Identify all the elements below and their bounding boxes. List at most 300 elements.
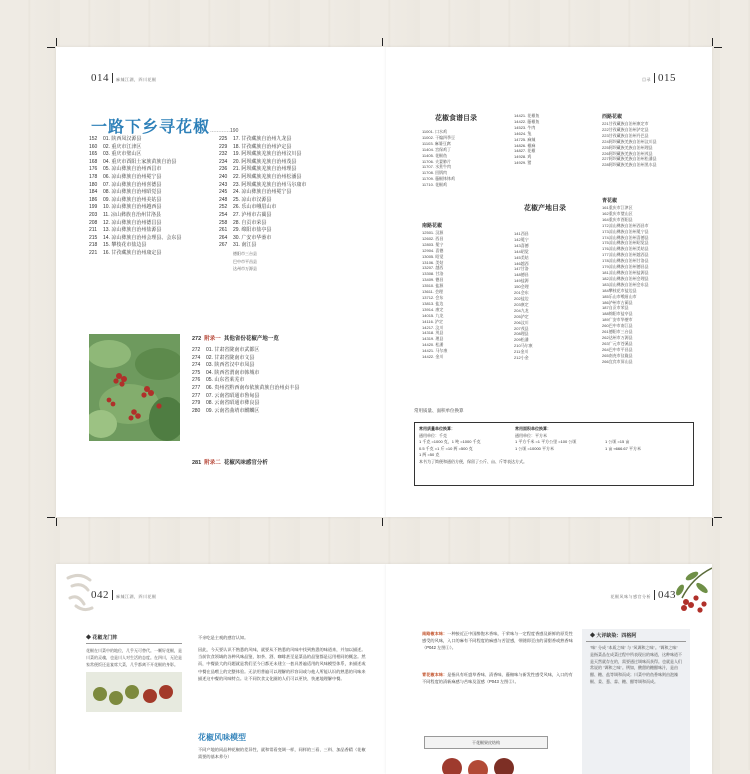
toc-entry-label: 06. 美姑 [428,259,444,265]
toc-entry-label: 19. 理县 [428,336,444,342]
toc-entry-label: 07. 云南省昭通市鲁甸县 [206,392,260,399]
toc-entry-label: 06. 贵州省黔西南布依族苗族自治州贞丰县 [206,384,300,391]
toc-entry-label: 23. 牛肉 [520,124,536,130]
area-conversion [515,426,576,452]
toc-entry-page: 164 [602,216,609,222]
toc-entry-label: 凉山彝族自治州冕宁县 [608,228,649,234]
toc-entry-label: 13. 凉山彝族自治州盐源县 [103,227,162,234]
toc-entry-label: 23. 阿坝藏族羌族自治州马尔康市 [233,181,307,188]
toc-entry-label: 09. 德昌 [428,277,444,283]
toc-entry-label: 04. 宫保鸡丁 [428,146,452,152]
crop-mark [56,38,65,46]
toc-entry [192,400,299,408]
toc-entry-label: 广安市华蓥市 [608,317,633,323]
page-043 [386,564,712,774]
toc-entry-page: 140 [422,312,429,318]
toc-entry-page: 180 [89,181,98,188]
text-line: 1 两 =50 克 [419,452,440,458]
toc-entry [192,362,299,370]
toc-entry-page: 136 [422,289,429,295]
toc-entry-page: 207 [514,325,521,331]
toc-entry-page: 111 [422,140,429,146]
toc-entry-page: 141 [422,318,429,324]
toc-entry-page: 267 [219,242,228,249]
toc-entry [89,204,181,212]
toc-entry-page: 117 [422,170,429,176]
conversion-note: 本书为了简便和通俗方便，保留了公斤、亩、斤等表达方式。 [419,458,527,464]
toc-entry-page: 146 [514,260,521,266]
toc-entry-label: 阿坝藏族羌族自治州茂县 [608,150,653,156]
body-paragraph-3: 不同产地的同品种花椒的差异性，就和常看变调一样，同样的三看、三料、加品香精（花椒需要的基本养分） [198,747,366,760]
toc-entry-label: 茂县 [520,325,529,331]
recipes-list-2 [514,113,539,166]
toc-entry-label: 理县 [520,331,529,337]
toc-entry-page: 176 [602,246,609,252]
crop-mark [47,47,55,56]
toc-entry-page: 114 [422,152,429,158]
toc-entry-label: 02. 西昌 [428,235,444,241]
toc-entry-label: 05. 凉山彝族自治州西昌市 [103,166,162,173]
toc-entry-page: 144 [514,248,521,254]
toc-entry [602,162,657,168]
toc-entry-page: 137 [422,294,429,300]
tasting-sidebar-text: "味" 分成 "本质之味" 与 "风调和之味"。"调和之味" 是指菜品在成菜过程中所表现出的味道，这种味道不是天然就存在的，需要通过调味而获得。也就是人们常说的 "调和之味"。例如，酸甜的糖醋味汁，是由醋、糖、盐等调和而成；川菜中的鱼香味则由泡辣椒、姜、葱、蒜、糖、醋等调和而成。 [590,645,682,684]
toc-entry-page: 117 [422,158,429,164]
toc-entry-page: 179 [602,264,609,270]
toc-entry-page: 176 [89,166,98,173]
page-015 [386,47,712,517]
toc-entry-page: 143 [422,336,429,342]
toc-list-b [219,136,306,273]
tasting-sidebar-heading: ◆ 大评缺染：四格阿 [586,629,686,642]
toc-entry-label: 01. 汉源 [428,230,444,235]
toc-entry [192,385,299,393]
toc-entry-label: 02. 重庆市江津区 [103,143,142,150]
toc-entry-label: 25. 麻辣 [520,136,536,142]
toc-entry-label: 03. 重庆市璧山区 [103,151,142,158]
toc-entry-label: 巴中市平昌县 [608,346,633,352]
toc-entry-page: 248 [219,196,228,203]
pepper-thumbnail [86,672,182,712]
toc-entry [219,136,306,144]
toc-entry-label: 越西 [520,260,529,266]
section-title [91,114,238,137]
toc-entry-page: 280 [192,407,201,414]
toc-entry-label: 03. 冕宁 [428,241,444,247]
toc-entry-page: 227 [602,156,609,162]
west-pepper-heading: 西路花椒 [602,114,623,120]
toc-entry [89,227,181,235]
toc-entry-label: 盐源 [520,278,529,284]
toc-entry-page: 272 [192,347,201,353]
toc-entry-page: 183 [602,281,609,287]
toc-entry-label: 01. 甘肃省陇南市武都区 [206,347,260,353]
toc-entry-page: 149 [514,278,521,284]
toc-entry [219,174,306,182]
toc-entry-label: 15. 九龙 [428,312,444,318]
toc-entry-label: 19. 阿坝藏族羌族自治州汶川县 [233,151,302,158]
toc-entry-page: 266 [602,358,609,364]
area-conversion-2 [605,439,641,452]
toc-entry-page: 182 [602,275,609,281]
toc-entry-label: 攀枝花市盐边县 [608,287,637,293]
crop-mark [382,518,391,526]
toc-entry [89,189,181,197]
toc-entry-label: 凉山彝族自治州西昌市 [608,222,649,228]
text-line: 通用单位：平方米 [515,432,547,438]
toc-entry-label: 24. 兔 [520,130,532,136]
toc-entry-page: 178 [602,258,609,264]
toc-entry-label: 08. 凉山彝族自治州昭觉县 [103,189,162,196]
appendix-1-list [192,347,299,415]
toc-entry-label: 28. 自贡市荣县 [233,219,267,226]
toc-entry-page: 206 [514,319,521,325]
toc-entry-page: 110 [422,129,429,134]
toc-entry-page: 261 [602,329,609,335]
toc-entry [89,166,181,174]
toc-entry-page: 149 [514,154,521,160]
toc-entry-label: 03. 陕西省汉中市凤县 [206,362,255,369]
toc-entry-page: 141 [514,231,521,236]
green-pepper-paragraph [422,671,574,685]
toc-entry-label: 阿坝藏族羌族自治州松潘县 [608,156,657,162]
toc-entry [89,250,181,258]
toc-entry-page: 212 [514,355,521,361]
text-line: 1 亩 ≈666.67 平方米 [605,445,641,451]
toc-entry-page: 139 [422,306,429,312]
toc-entry-label: 04. 重庆市酉阳土家族苗族自治县 [103,158,177,165]
toc-entry-label: 16. 泸定 [428,318,444,324]
toc-entry-label: 21. 阿坝藏族羌族自治州理县 [233,166,297,173]
toc-entry-label: 28. 鸡 [520,154,532,160]
toc-entry-page: 175 [602,240,609,246]
toc-entry-page: 254 [219,211,228,218]
toc-entry-label: 绵阳市盐亭县 [608,311,633,317]
toc-entry-page: 203 [514,301,521,307]
toc-entry-page: 173 [602,228,609,234]
south-pepper-label: 南路椒本味： [422,631,448,636]
toc-entry-label: 18. 茂县 [428,330,444,336]
south-pepper-paragraph [422,630,574,652]
toc-entry-label: 30. 广安市华蓥市 [233,234,272,241]
toc-entry-page: 252 [219,204,228,211]
toc-entry-label: 甘孜藏族自治州泸定县 [608,126,649,132]
toc-entry-page: 211 [514,349,521,355]
toc-entry-label: 05. 山东省莱芜市 [206,377,245,384]
toc-entry-label: 21. 马尔康 [428,348,448,354]
toc-entry-page: 129 [422,247,429,253]
south-pepper-text: 一种接近正中国醉饱木香味，于荣味与一定程度香感及新鲜的原发性感受的风味，入口的麻有不同程度的麻感与苦涩感，带随即至由的清甜香或熟香味（P042 左图①）。 [422,631,573,651]
toc-entry [219,166,306,174]
toc-entry-label: 01. 陕西凤汉源县 [103,136,142,142]
flavor-model-heading: 花椒风味模型 [198,733,246,742]
toc-entry-label: 凉山彝族自治州会东县 [608,281,649,287]
toc-entry-page: 199 [89,204,98,211]
area-conversion-head: 常用面积单位换算： [515,426,551,431]
toc-entry-label: 06. 夫妻肺片 [428,158,452,164]
toc-entry-page: 275 [192,369,201,376]
toc-entry-page: 277 [192,392,201,399]
toc-entry-page: 274 [192,354,201,361]
toc-entry-label: 14. 凉山彝族自治州会理县、会东县 [103,234,182,241]
toc-entry-page: 236 [219,166,228,173]
toc-entry-label: 14. 康定 [428,306,444,312]
toc-entry-page: 184 [89,189,98,196]
toc-entry-label: 05. 花椒鱼 [428,152,448,158]
green-pepper-heading: 青花椒 [602,198,618,204]
toc-entry-label: 17. 汶川 [428,324,444,330]
toc-entry-label: 凉山彝族自治州越西县 [608,252,649,258]
south-pepper-list [422,222,447,360]
toc-entry [422,354,447,360]
toc-entry-page: 215 [89,234,98,241]
tasting-sidebar [582,629,690,774]
text-line: 1 公顷 =15 亩 [605,439,630,444]
toc-entry-page: 145 [514,124,521,130]
toc-entry-page: 218 [89,242,98,249]
toc-entry-page: 172 [602,222,609,228]
toc-entry-page: 138 [422,300,429,306]
toc-entry-page: 146 [514,130,521,136]
toc-entry-label: 27. 泸州市古蔺县 [233,211,272,218]
toc-entry-label: 凉山彝族自治州昭觉县 [608,240,649,246]
toc-entry-page: 143 [422,330,429,336]
toc-entry-label: 22. 金川 [428,354,444,360]
toc-entry-label: 甘孜藏族自治州丹巴县 [608,132,649,138]
toc-entry-page: 243 [219,181,228,188]
toc-entry-page: 204 [514,307,521,313]
green-pepper-text: 是指具有旺盛草香味、清香味、藤椒味与新发性感受风味，入口的有不同程度的清新麻感与苦味及涩感（P043 左图②）。 [422,672,573,685]
toc-entry-page: 205 [514,313,521,319]
recipes-list [422,129,455,188]
toc-entry-label: 凉山彝族自治州甘洛县 [608,258,649,264]
toc-entry-label: 29. 绵阳市盐亭县 [233,227,272,234]
header-subtitle: 目录 [642,77,651,82]
toc-entry-page: 117 [422,164,429,170]
toc-list-a [89,136,181,258]
appendix-1-tag: 附录一 [204,336,221,342]
toc-entry-page: 110 [422,134,429,140]
toc-entry-page: 165 [89,151,98,158]
toc-entry-label: 07. 凉山彝族自治州喜德县 [103,181,162,188]
toc-entry-page: 260 [602,323,609,329]
toc-entry-page: 263 [602,340,609,346]
page-number: 043 [658,589,676,601]
toc-entry [219,204,306,212]
sidebar-heading: ◆ 花椒龙门阵 [86,634,182,644]
toc-entry-page: 132 [422,265,429,271]
toc-entry-label: 盐边 [520,295,529,301]
text-line: 1 公顷 =10000 平方米 [515,445,555,451]
origin-title: 花椒产地目录 [524,205,566,212]
toc-entry-page: 142 [514,236,521,242]
page-header [91,589,157,601]
toc-entry-page: 225 [602,144,609,150]
sidebar-text: 花椒在川菜中的地位，几乎无可替代。一颗好花椒，是川菜的灵魂，也是川人对生活的态度。在四川，无论是家常便饭还是宴席大菜，几乎都离不开花椒的身影。 [86,648,182,667]
toc-entry-label: 09. 凉山彝族自治州美姑县 [103,196,162,203]
text-line: 1 平方千米 =1 平方公里 =100 公顷 [515,439,577,445]
toc-entry-page: 229 [219,143,228,150]
peel-structure-illustration [438,754,528,774]
toc-entry-page: 223 [602,132,609,138]
toc-entry-page: 185 [602,293,609,299]
toc-entry [514,160,539,166]
header-subtitle: 麻辣江湖，四川花椒 [116,77,157,82]
toc-entry [89,151,181,159]
toc-entry-label: 29. 猪 [520,160,532,166]
toc-entry-label: 12. 凉山彝族自治州德昌县 [103,219,162,226]
pepper-photo [89,334,180,441]
toc-entry-page: 145 [514,254,521,260]
toc-entry-page: 208 [89,219,98,226]
toc-entry-label: 德昌 [520,272,529,278]
toc-entry [219,220,306,228]
toc-entry-page: 147 [514,136,521,142]
toc-entry-label: 02. 干煸四季豆 [428,134,456,140]
south-pepper-list-2 [514,231,533,361]
page-header [642,72,676,84]
toc-entry-label: 西昌 [520,231,529,236]
toc-entry [89,212,181,220]
toc-entry [89,174,181,182]
toc-entry [219,151,306,159]
toc-entry-page: 186 [602,299,609,305]
toc-entry-page: 126 [422,235,429,241]
toc-entry-page: 245 [219,189,228,196]
toc-entry-page: 265 [602,352,609,358]
toc-entry-page: 117 [422,182,429,188]
toc-entry-page: 177 [602,252,609,258]
toc-entry-page: 184 [602,287,609,293]
toc-entry-label: 10. 凉山彝族自治州越西县 [103,204,162,211]
toc-entry-page: 274 [192,362,201,369]
toc-entry-page: 222 [602,126,609,132]
toc-entry-page: 174 [602,234,609,240]
toc-entry-page: 240 [219,173,228,180]
toc-entry-page: 226 [602,150,609,156]
header-subtitle: 花椒风味与感官分析 [610,594,651,599]
toc-entry-label: 26. 乐山市峨眉山市 [233,204,277,211]
toc-entry-label: 07. 水煮牛肉 [428,164,452,170]
text-line: 0.5 千克 =1 斤 =10 两 =500 克 [419,445,473,451]
toc-entry-page: 202 [514,295,521,301]
south-pepper-heading: 南路花椒 [422,223,443,229]
recipes-title: 花椒食谱目录 [435,115,477,122]
toc-entry-label: 22. 阿坝藏族羌族自治州松潘县 [233,173,302,180]
toc-entry [89,242,181,250]
toc-entry-label: 会东 [520,290,529,296]
toc-entry-label: 重庆市酉阳县 [608,216,633,222]
toc-entry-label: 重庆市璧山区 [608,210,633,216]
toc-entry-page: 147 [514,266,521,272]
toc-entry-label: 阿坝藏族羌族自治州黑水县 [608,162,657,168]
toc-entry-page: 201 [514,290,521,296]
toc-entry-page: 276 [192,377,201,384]
toc-entry-label: 宜宾市屏山县 [608,358,633,364]
body-paragraph-2: 因此，今天要认识不熟悉的风味，就要从不熟悉的风味中找到熟悉的味道来，并加以描述。当前饮食领域的各种风味品鉴，如茶、酒、咖啡甚至是菜品的品鉴都是运用相同的概念。然而，中餐最大的问题就是我们至今日都还未建立一套具普遍适用的风味模型体系，来描述或中餐在品嚐上的完整体验。无法用普遍可以理解的形容词或与他人所能认识的熟悉的风味来描述这中餐的风味特点。让不同饮食文化圈的人们可以更快、快速地理解中餐。 [198,647,366,681]
toc-entry [219,212,306,220]
toc-entry-label: 02. 甘肃省陇南市文县 [206,354,255,361]
toc-entry-page: 144 [422,342,429,348]
toc-entry-label: 甘孜藏族自治州康定市 [608,121,649,126]
header-subtitle: 麻辣江湖，四川花椒 [116,594,157,599]
toc-entry-label: 泸州市古蔺县 [608,299,633,305]
toc-entry-page: 187 [602,305,609,311]
toc-entry-page: 168 [89,158,98,165]
toc-entry-label: 自贡市荣县 [608,305,629,311]
green-pepper-label: 青花椒本味： [422,672,448,677]
toc-entry-label: 南充市仪陇县 [608,352,633,358]
toc-entry-label: 17. 甘孜藏族自治州九龙县 [233,136,292,142]
toc-entry-label: 会理 [520,284,529,290]
toc-entry-label: 07. 越西 [428,265,444,271]
toc-entry-label: 03. 麻婆豆腐 [428,140,451,146]
toc-entry-page: 128 [422,241,429,247]
toc-entry-page: 131 [422,259,429,265]
crop-mark [47,517,55,526]
toc-entry [192,347,299,355]
toc-entry-page: 144 [422,354,429,360]
toc-entry-label: 金川 [520,349,529,355]
toc-entry-page: 133 [422,271,429,277]
toc-entry-label: 16. 甘孜藏族自治州康定县 [103,249,162,256]
page-number: 014 [91,72,109,84]
page-014 [56,47,386,517]
page-header [91,72,157,84]
toc-entry-page: 258 [219,219,228,226]
toc-entry [219,242,306,250]
toc-entry-label: 01. 口水鸡 [428,129,448,134]
toc-entry [89,136,181,144]
section-title-text: 一路下乡寻花椒 [91,119,211,136]
toc-entry-page: 279 [192,400,201,407]
text-line: 德阳市三台县 [233,250,257,256]
toc-entry-page: 148 [514,148,521,154]
conversion-title: 常用质量、面积单位换算 [414,408,464,413]
toc-entry-label: 10. 盐源 [428,283,444,289]
toc-entry-page: 152 [89,136,98,142]
toc-entry-page: 181 [602,269,609,275]
toc-entry-page: 134 [422,277,429,283]
appendix-2-title: 花椒风味感官分析 [223,460,268,466]
toc-entry-label: 15. 攀枝花市盐边县 [103,242,147,249]
toc-entry-page: 148 [514,142,521,148]
toc-entry-page: 264 [602,346,609,352]
toc-entry-label: 凉山彝族自治州喜德县 [608,234,649,240]
toc-entry-page: 264 [219,234,228,241]
toc-entry-page: 210 [514,343,521,349]
text-line: 1 千克 =1000 克，1 吨 =1000 千克 [419,439,481,445]
toc-entry-page: 143 [514,242,521,248]
toc-entry-label: 喜德 [520,242,529,248]
toc-entry-page: 261 [219,227,228,234]
appendix-2-tag: 附录二 [204,460,221,466]
appendix-1-page: 272 [192,336,202,342]
toc-entry-label: 21. 花椒鱼 [520,113,540,118]
toc-entry-label: 凉山彝族自治州德昌县 [608,264,649,270]
sidebar-box [86,634,182,774]
toc-entry-page: 117 [422,176,429,182]
toc-entry-label: 04. 喜德 [428,247,444,253]
toc-entry-page: 262 [602,334,609,340]
page-number: 042 [91,589,109,601]
toc-entry-page: 225 [219,136,228,142]
toc-entry [602,359,649,365]
toc-entry-label: 11. 凉山彝族自治州甘洛县 [103,211,161,218]
toc-entry-label: 重庆市江津区 [608,205,633,210]
appendix-2-page: 281 [192,460,202,466]
page-042 [56,564,386,774]
